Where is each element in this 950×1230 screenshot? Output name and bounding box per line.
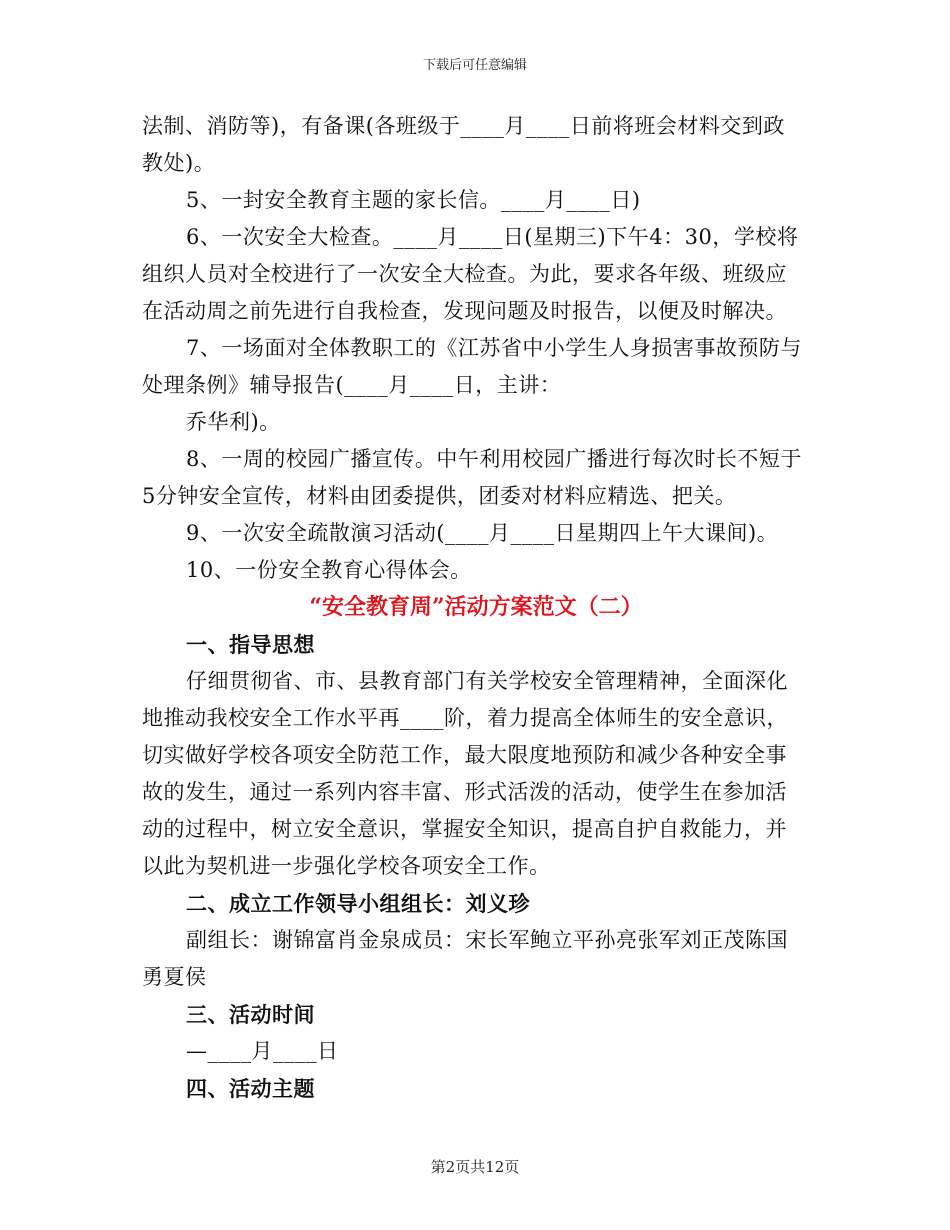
text-line: 9、一次安全疏散演习活动(____月____日星期四上午大课间)。 (186, 521, 779, 545)
section-heading: 一、指导思想 (186, 632, 315, 657)
text-line: 8、一周的校园广播宣传。中午利用校园广播进行每次时长不短于 (186, 447, 802, 471)
text-line: 仔细贯彻省、市、县教育部门有关学校安全管理精神，全面深化 (186, 669, 788, 693)
text-line: —____月____日 (186, 1039, 339, 1063)
text-line: 6、一次安全大检查。____月____日(星期三)下午4：30，学校将 (186, 225, 799, 249)
document-body (142, 108, 810, 1107)
section-heading: 二、成立工作领导小组组长：刘义珍 (186, 891, 530, 916)
text-line: 动的过程中，树立安全意识，掌握安全知识，提高自护自救能力，并 (142, 817, 787, 841)
page-footer: 第2页共12页 (430, 1158, 520, 1176)
text-line: 勇夏侯 (142, 965, 207, 989)
text-line: 处理条例》辅导报告(____月____日，主讲： (142, 373, 562, 397)
section-heading: 三、活动时间 (186, 1002, 315, 1027)
text-line: 7、一场面对全体教职工的《江苏省中小学生人身损害事故预防与 (186, 336, 802, 360)
text-line: 地推动我校安全工作水平再____阶，着力提高全体师生的安全意识， (142, 706, 788, 730)
text-line: 乔华利)。 (186, 410, 281, 434)
text-line: 副组长：谢锦富肖金泉成员：宋长军鲍立平孙亮张军刘正茂陈国 (186, 928, 788, 952)
page-header: 下载后可任意编辑 (422, 58, 527, 73)
text-line: 组织人员对全校进行了一次安全大检查。为此，要求各年级、班级应 (142, 262, 787, 286)
section-heading: 四、活动主题 (186, 1076, 315, 1101)
text-line: 以此为契机进一步强化学校各项安全工作。 (142, 854, 551, 878)
text-line: 故的发生，通过一系列内容丰富、形式活泼的活动，使学生在参加活 (142, 780, 787, 804)
text-line: 法制、消防等)，有备课(各班级于____月____日前将班会材料交到政 (142, 114, 785, 138)
text-line: 5、一封安全教育主题的家长信。____月____日) (186, 188, 641, 212)
text-line: 10、一份安全教育心得体会。 (186, 558, 472, 582)
text-line: 切实做好学校各项安全防范工作，最大限度地预防和减少各种安全事 (142, 743, 787, 767)
text-line: 5分钟安全宣传，材料由团委提供，团委对材料应精选、把关。 (142, 484, 737, 508)
text-line: 教处)。 (142, 151, 216, 175)
section-title: “安全教育周”活动方案范文（二） (309, 594, 643, 620)
text-line: 在活动周之前先进行自我检查，发现问题及时报告，以便及时解决。 (142, 299, 787, 323)
